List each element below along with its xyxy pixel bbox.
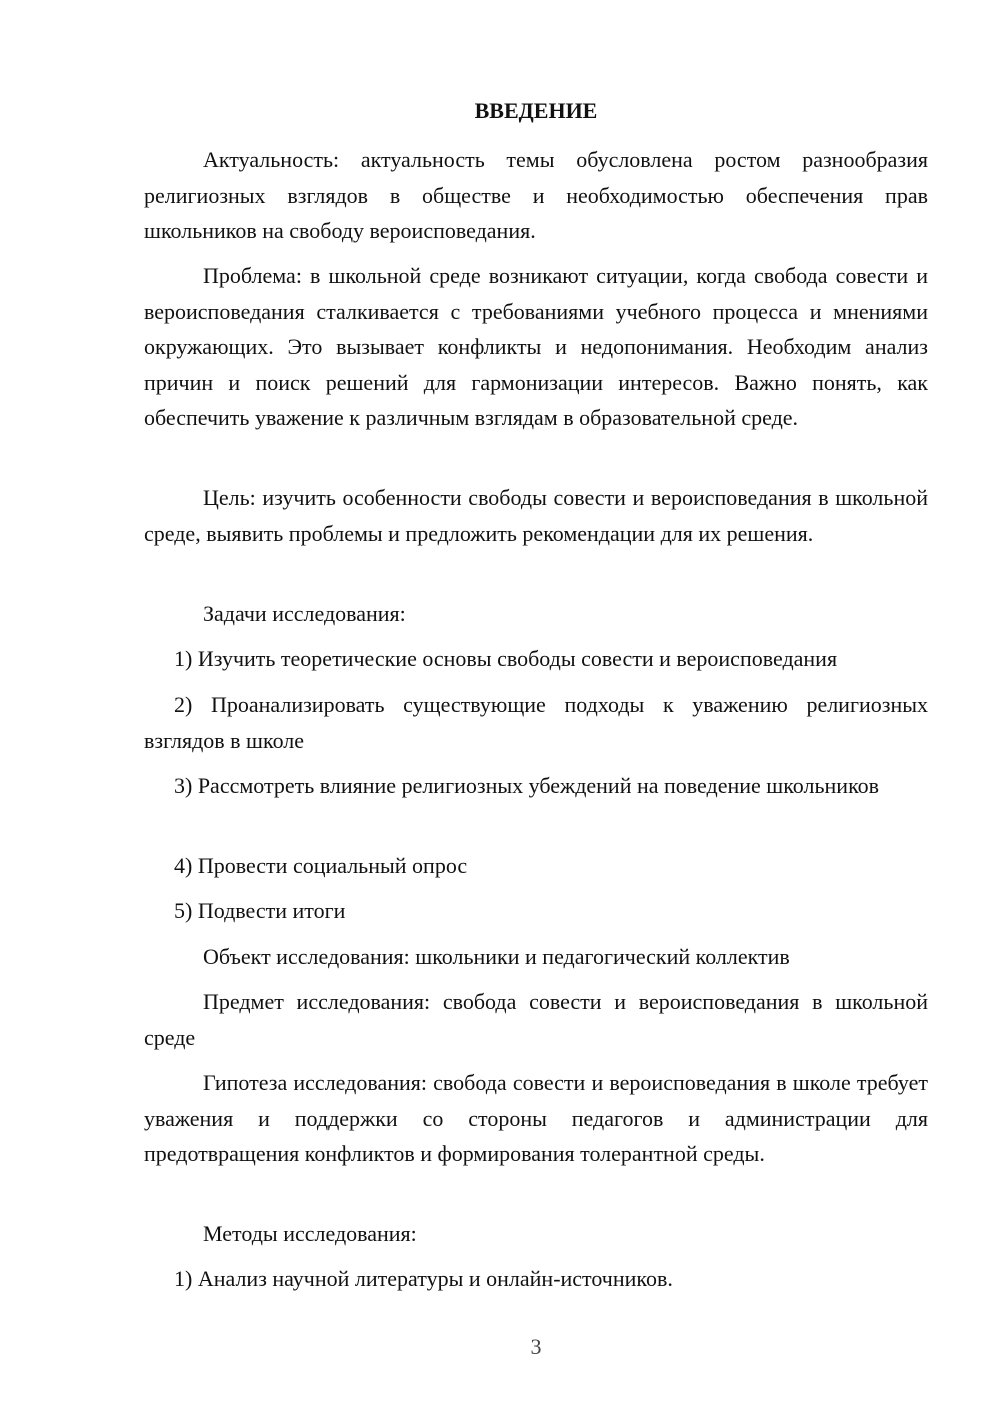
task-item: 4) Провести социальный опрос bbox=[174, 853, 468, 878]
section-heading: ВВЕДЕНИЕ bbox=[474, 98, 598, 123]
methods-heading: Методы исследования: bbox=[203, 1221, 417, 1246]
task-item: 3) Рассмотреть влияние религиозных убеждений на поведение школьников bbox=[174, 773, 880, 798]
goal-paragraph: Цель: изучить особенности свободы совести и вероисповедания в школьной среде, выявить проблемы и предложить рекомендации для их решения. bbox=[144, 485, 928, 546]
hypothesis-paragraph: Гипотеза исследования: свобода совести и вероисповедания в школе требует уважения и поддержки со стороны педагогов и администрации для предотвращения конфликтов и формирования толерантной среды. bbox=[144, 1070, 928, 1166]
task-item: 5) Подвести итоги bbox=[174, 898, 346, 923]
method-item: 1) Анализ научной литературы и онлайн-источников. bbox=[174, 1266, 673, 1291]
problem-paragraph: Проблема: в школьной среде возникают ситуации, когда свобода совести и вероисповедания сталкивается с требованиями учебного процесса и мнениями окружающих. Это вызывает конфликты и недопонимания. Необходим анализ причин и поиск решений для гармонизации интересов. Важно понять, как обеспечить уважение к различным взглядам в образовательной среде. bbox=[144, 263, 928, 430]
task-item: 2) Проанализировать существующие подходы к уважению религиозных взглядов в школе bbox=[144, 692, 928, 753]
subject-paragraph: Предмет исследования: свобода совести и вероисповедания в школьной среде bbox=[144, 989, 928, 1050]
page-number: 3 bbox=[530, 1334, 542, 1359]
relevance-paragraph: Актуальность: актуальность темы обусловлена ростом разнообразия религиозных взглядов в обществе и необходимостью обеспечения прав школьников на свободу вероисповедания. bbox=[144, 147, 928, 243]
tasks-heading: Задачи исследования: bbox=[203, 601, 406, 626]
object-paragraph: Объект исследования: школьники и педагогический коллектив bbox=[203, 944, 790, 969]
task-item: 1) Изучить теоретические основы свободы совести и вероисповедания bbox=[174, 646, 838, 671]
